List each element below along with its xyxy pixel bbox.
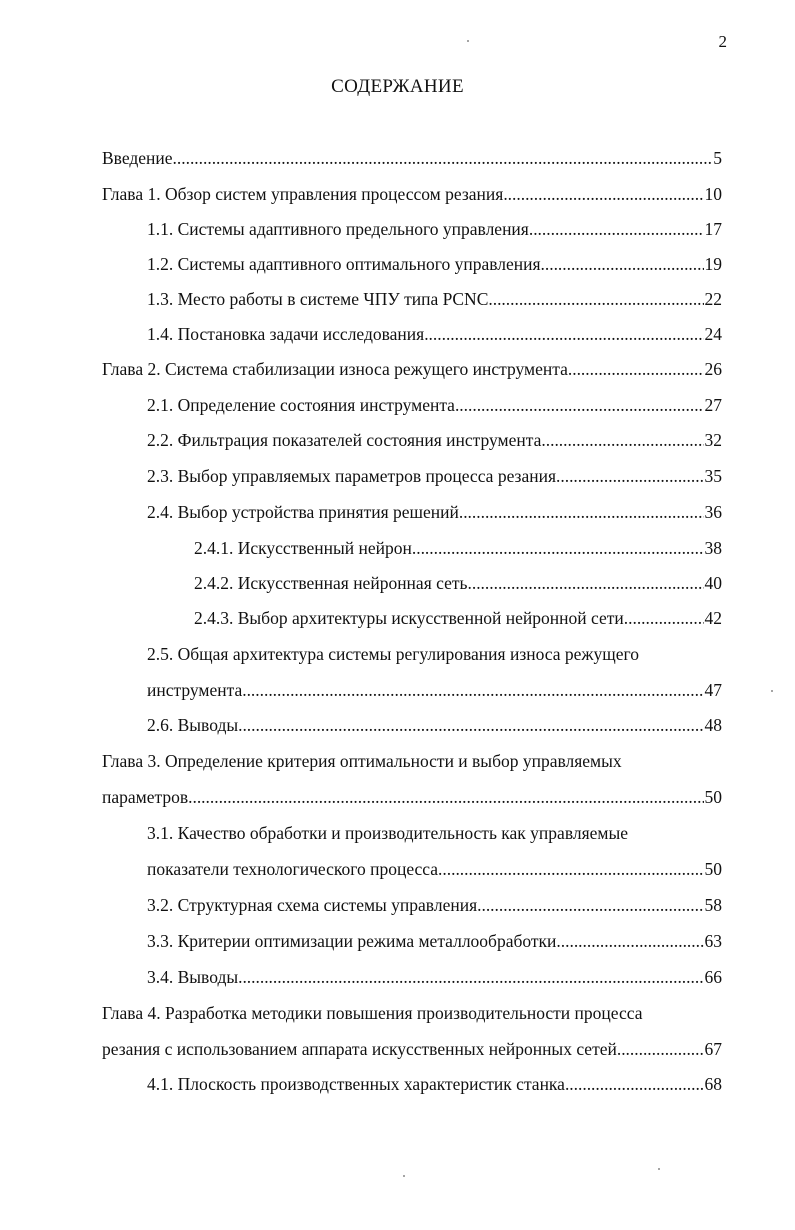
toc-entry-page: 50 (704, 787, 722, 807)
toc-entry-page: 24 (704, 324, 722, 344)
toc-leader-dots (238, 707, 703, 743)
toc-leader-dots (188, 779, 703, 815)
toc-entry-line1[interactable]: 3.1. Качество обработки и производительность как управляемые (147, 823, 628, 843)
scan-speck (771, 690, 773, 692)
scan-speck (403, 1175, 405, 1177)
toc-entry-page: 58 (704, 895, 722, 915)
toc-entry-page: 68 (704, 1074, 722, 1094)
toc-entry-page: 40 (704, 573, 722, 593)
toc-entry-label: 2.3. Выбор управляемых параметров процесса резания (147, 466, 557, 486)
toc-entry-line1[interactable]: Глава 4. Разработка методики повышения производительности процесса (102, 1003, 643, 1023)
toc-entry-label: 2.4.1. Искусственный нейрон (194, 538, 412, 558)
toc-entry-line1[interactable]: Глава 3. Определение критерия оптимальности и выбор управляемых (102, 751, 622, 771)
toc-entry[interactable] (102, 140, 722, 176)
scan-speck (658, 1168, 660, 1170)
toc-entry-page: 48 (704, 715, 722, 735)
toc-leader-dots (556, 923, 703, 959)
toc-entry-label: 4.1. Плоскость производственных характеристик станка (147, 1074, 565, 1094)
toc-entry[interactable] (194, 600, 722, 636)
toc-entry[interactable] (194, 530, 722, 566)
toc-entry-label: 3.3. Критерии оптимизации режима металлообработки (147, 931, 557, 951)
toc-entry-label: Глава 1. Обзор систем управления процессом резания (102, 184, 504, 204)
toc-entry[interactable] (147, 387, 722, 423)
toc-leader-dots (477, 887, 703, 923)
toc-entry-page: 26 (704, 359, 722, 379)
toc-leader-dots (242, 672, 703, 708)
toc-entry-label: показатели технологического процесса (147, 859, 439, 879)
toc-entry-page: 35 (704, 466, 722, 486)
toc-leader-dots (488, 281, 703, 317)
toc-entry-page: 66 (704, 967, 722, 987)
toc-leader-dots (556, 458, 703, 494)
toc-entry[interactable] (147, 851, 722, 887)
toc-entry-page: 22 (704, 289, 722, 309)
toc-entry[interactable] (147, 281, 722, 317)
toc-entry[interactable] (147, 959, 722, 995)
toc-entry-label: резания с использованием аппарата искусственных нейронных сетей (102, 1039, 617, 1059)
toc-entry-label: 1.3. Место работы в системе ЧПУ типа PCNC (147, 289, 489, 309)
page-number: 2 (718, 32, 727, 51)
toc-entry[interactable] (147, 672, 722, 708)
toc-entry-page: 10 (704, 184, 722, 204)
toc-entry[interactable] (147, 1066, 722, 1102)
toc-leader-dots (617, 1031, 704, 1067)
page-title: СОДЕРЖАНИЕ (331, 76, 464, 97)
toc-entry-label: Введение (102, 148, 173, 168)
toc-entry-label: 2.2. Фильтрация показателей состояния инструмента (147, 430, 542, 450)
toc-entry-page: 67 (704, 1039, 722, 1059)
toc-entry[interactable] (147, 316, 722, 352)
toc-leader-dots (424, 316, 703, 352)
toc-entry-page: 27 (704, 395, 722, 415)
toc-leader-dots (238, 959, 703, 995)
toc-leader-dots (529, 211, 704, 247)
toc-entry-label: 3.4. Выводы (147, 967, 239, 987)
toc-entry-label: параметров (102, 787, 189, 807)
toc-leader-dots (455, 387, 704, 423)
toc-entry-page: 63 (704, 931, 722, 951)
toc-entry-page: 50 (704, 859, 722, 879)
toc-leader-dots (468, 565, 704, 601)
toc-entry[interactable] (147, 923, 722, 959)
toc-leader-dots (173, 140, 713, 176)
toc-leader-dots (412, 530, 704, 566)
toc-entry-label: 2.4. Выбор устройства принятия решений (147, 502, 459, 522)
toc-entry[interactable] (102, 176, 722, 212)
toc-entry-page: 42 (704, 608, 722, 628)
toc-entry-label: 1.1. Системы адаптивного предельного управления (147, 219, 529, 239)
toc-entry[interactable] (147, 887, 722, 923)
toc-entry[interactable] (147, 707, 722, 743)
toc-leader-dots (568, 351, 704, 387)
toc-entry-page: 17 (704, 219, 722, 239)
toc-entry[interactable] (147, 494, 722, 530)
toc-entry-label: инструмента (147, 680, 243, 700)
toc-entry[interactable] (147, 458, 722, 494)
toc-leader-dots (459, 494, 704, 530)
toc-entry[interactable] (102, 1031, 722, 1067)
toc-entry[interactable] (147, 422, 722, 458)
toc-leader-dots (503, 176, 703, 212)
toc-leader-dots (541, 422, 703, 458)
toc-entry[interactable] (102, 779, 722, 815)
toc-entry-page: 19 (704, 254, 722, 274)
toc-entry-label: 2.4.3. Выбор архитектуры искусственной нейронной сети (194, 608, 624, 628)
toc-entry[interactable] (147, 211, 722, 247)
toc-entry-page: 36 (704, 502, 722, 522)
toc-leader-dots (541, 246, 704, 282)
toc-entry-label: 3.2. Структурная схема системы управления (147, 895, 478, 915)
toc-leader-dots (438, 851, 703, 887)
toc-entry[interactable] (194, 565, 722, 601)
toc-entry-label: 1.4. Постановка задачи исследования (147, 324, 425, 344)
toc-entry-label: 2.1. Определение состояния инструмента (147, 395, 455, 415)
toc-entry[interactable] (102, 351, 722, 387)
toc-entry-page: 47 (704, 680, 722, 700)
toc-leader-dots (565, 1066, 704, 1102)
toc-entry-label: 2.4.2. Искусственная нейронная сеть (194, 573, 468, 593)
toc-entry-label: 2.6. Выводы (147, 715, 239, 735)
scan-speck (467, 40, 469, 42)
toc-entry-page: 5 (713, 148, 722, 168)
toc-entry[interactable] (147, 246, 722, 282)
toc-entry-page: 38 (704, 538, 722, 558)
toc-leader-dots (624, 600, 704, 636)
toc-entry-label: Глава 2. Система стабилизации износа режущего инструмента (102, 359, 568, 379)
toc-entry-page: 32 (704, 430, 722, 450)
toc-entry-line1[interactable]: 2.5. Общая архитектура системы регулирования износа режущего (147, 644, 640, 664)
toc-entry-label: 1.2. Системы адаптивного оптимального управления (147, 254, 541, 274)
